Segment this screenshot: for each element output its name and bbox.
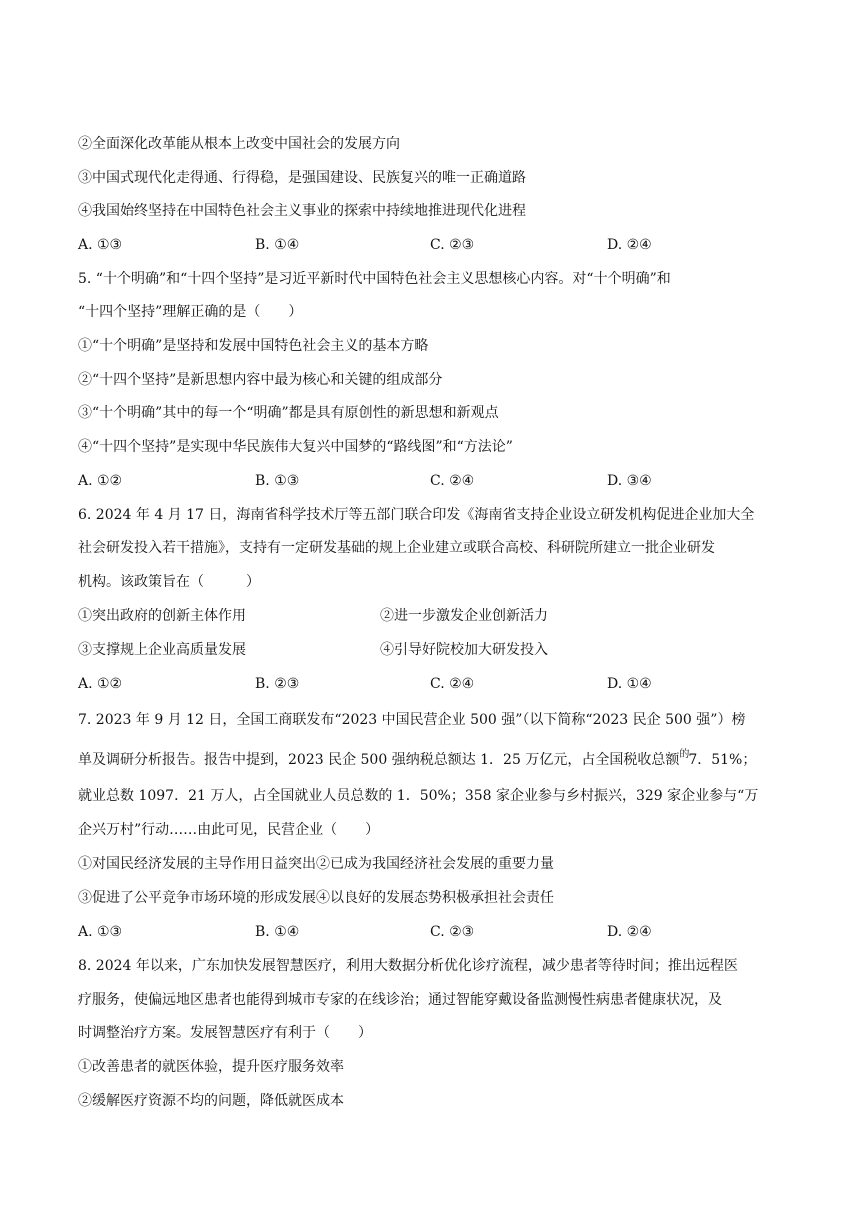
q7-stem-line-2-sup: 的 xyxy=(679,749,689,760)
q5-item-3: ③“十个明确”其中的每一个“明确”都是具有原创性的新思想和新观点 xyxy=(78,405,499,421)
q7-items-line-1: ①对国民经济发展的主导作用日益突出②已成为我国经济社会发展的重要力量 xyxy=(78,856,554,872)
q8-item-1: ①改善患者的就医体验，提升医疗服务效率 xyxy=(78,1059,344,1075)
q6-item-2: ②进一步激发企业创新活力 xyxy=(380,608,548,624)
q5-stem-line-2: “十四个坚持”理解正确的是（ ） xyxy=(78,304,303,320)
q6-stem-line-3: 机构。该政策旨在（ ） xyxy=(78,574,260,590)
q8-stem-line-2: 疗服务，使偏远地区患者也能得到城市专家的在线诊治；通过智能穿戴设备监测慢性病患者健康状况，及 xyxy=(78,992,722,1008)
q6-option-b: B. ②③ xyxy=(255,676,300,692)
q5-stem-line-1: 5. “十个明确”和“十四个坚持”是习近平新时代中国特色社会主义思想核心内容。对“十个明确”和 xyxy=(78,271,671,287)
q6-item-4: ④引导好院校加大研发投入 xyxy=(380,642,548,658)
q5-option-a: A. ①② xyxy=(78,473,123,489)
q5-item-2: ②“十四个坚持”是新思想内容中最为核心和关键的组成部分 xyxy=(78,372,443,388)
q4-item-3: ③中国式现代化走得通、行得稳，是强国建设、民族复兴的唯一正确道路 xyxy=(78,170,526,186)
q6-stem-line-1: 6. 2024 年 4 月 17 日，海南省科学技术厅等五部门联合印发《海南省支持企业设立研发机构促进企业加大全 xyxy=(78,507,755,523)
q7-option-a: A. ①③ xyxy=(78,924,123,940)
q6-option-c: C. ②④ xyxy=(430,676,475,692)
q8-stem-line-3: 时调整治疗方案。发展智慧医疗有利于（ ） xyxy=(78,1025,372,1041)
q5-option-c: C. ②④ xyxy=(430,473,475,489)
q7-option-d: D. ②④ xyxy=(607,924,652,940)
q4-item-2: ②全面深化改革能从根本上改变中国社会的发展方向 xyxy=(78,136,400,152)
q4-option-c: C. ②③ xyxy=(430,237,475,253)
q7-stem-line-3: 就业总数 1097．21 万人，占全国就业人员总数的 1．50%；358 家企业参与乡村振兴，329 家企业参与“万 xyxy=(78,788,759,804)
q4-option-d: D. ②④ xyxy=(607,237,652,253)
q6-stem-line-2: 社会研发投入若干措施》，支持有一定研发基础的规上企业建立或联合高校、科研院所建立一批企业研发 xyxy=(78,540,715,556)
q4-option-a: A. ①③ xyxy=(78,237,123,253)
q7-stem-line-2 xyxy=(78,750,756,772)
q5-item-1: ①“十个明确”是坚持和发展中国特色社会主义的基本方略 xyxy=(78,338,429,354)
q7-stem-line-2-text: 单及调研分析报告。报告中提到，2023 民企 500 强纳税总额达 1．25 万亿元，占全国税收总额 xyxy=(78,752,680,768)
q4-option-b: B. ①④ xyxy=(255,237,300,253)
q8-stem-line-1: 8. 2024 年以来，广东加快发展智慧医疗，利用大数据分析优化诊疗流程，减少患者等待时间；推出远程医 xyxy=(78,958,738,974)
q7-stem-line-4: 企兴万村”行动……由此可见，民营企业（ ） xyxy=(78,822,380,838)
q5-option-b: B. ①③ xyxy=(255,473,300,489)
q4-item-4: ④我国始终坚持在中国特色社会主义事业的探索中持续地推进现代化进程 xyxy=(78,203,526,219)
q7-items-line-2: ③促进了公平竞争市场环境的形成发展④以良好的发展态势积极承担社会责任 xyxy=(78,890,554,906)
q6-option-a: A. ①② xyxy=(78,676,123,692)
q8-item-2: ②缓解医疗资源不均的问题，降低就医成本 xyxy=(78,1093,344,1109)
q5-option-d: D. ③④ xyxy=(607,473,652,489)
q7-stem-line-1: 7. 2023 年 9 月 12 日，全国工商联发布“2023 中国民营企业 500 强”（以下简称“2023 民企 500 强”）榜 xyxy=(78,712,746,728)
q7-option-c: C. ②③ xyxy=(430,924,475,940)
q5-item-4: ④“十四个坚持”是实现中华民族伟大复兴中国梦的“路线图”和“方法论” xyxy=(78,439,513,455)
q7-option-b: B. ①④ xyxy=(255,924,300,940)
q6-item-1: ①突出政府的创新主体作用 xyxy=(78,608,246,624)
q7-stem-line-2-tail: 7．51%； xyxy=(688,752,757,768)
q6-option-d: D. ①④ xyxy=(607,676,652,692)
q6-item-3: ③支撑规上企业高质量发展 xyxy=(78,642,246,658)
